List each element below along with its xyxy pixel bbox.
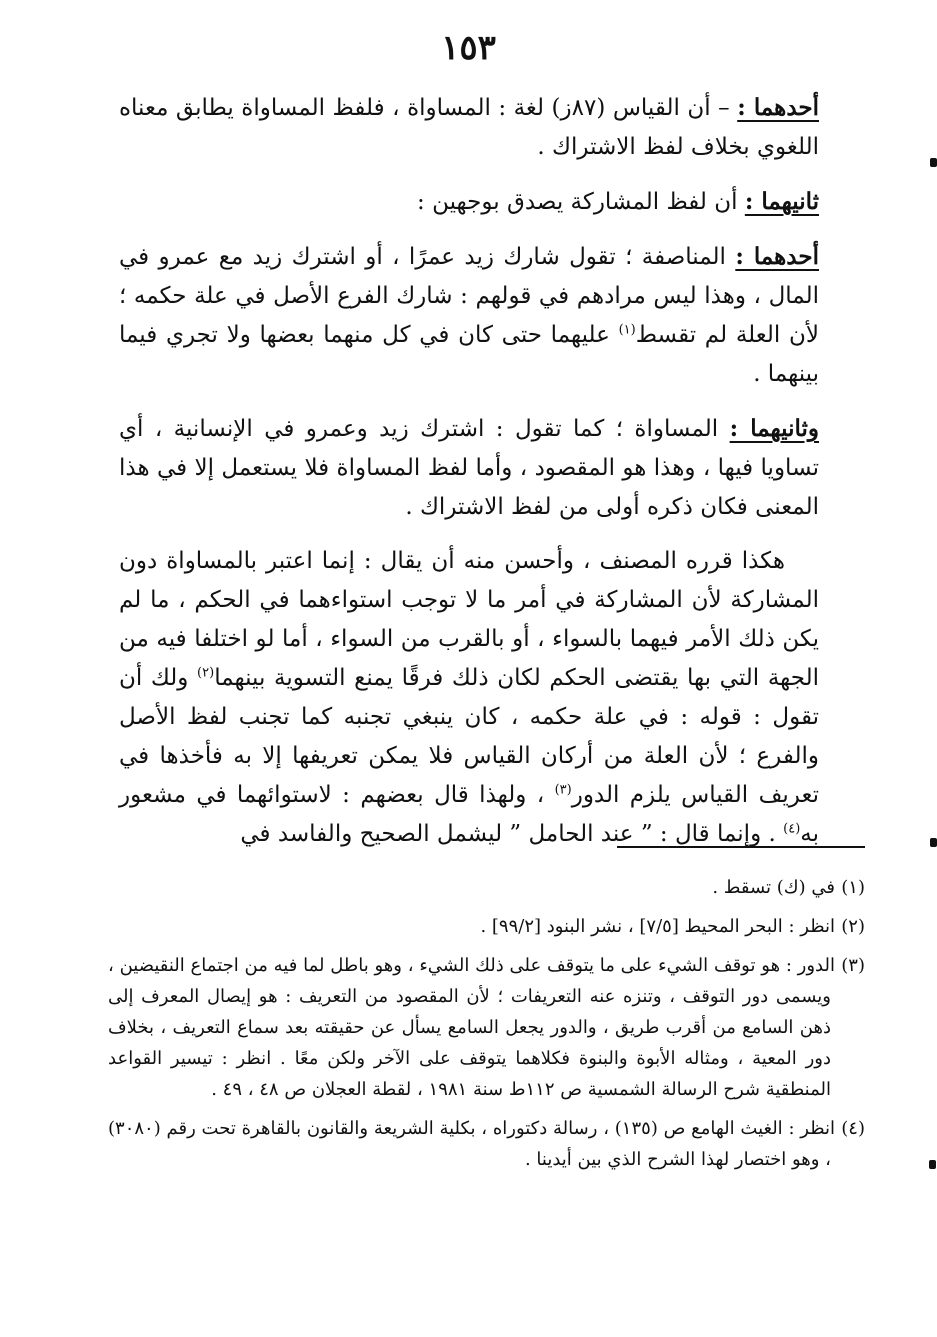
footnote-number: (١)	[841, 877, 865, 898]
footnote-ref[interactable]: (٢)	[197, 665, 215, 681]
footnotes	[108, 872, 865, 1183]
paragraph-text: المساواة ؛ كما تقول : اشترك زيد وعمرو في الإنسانية ، أي تساويا فيها ، وهذا هو المقصود ، وأما لفظ المساواة فلا يستعمل إلا في هذا المعنى فكان ذكره أولى من لفظ الاشتراك .	[119, 416, 819, 520]
footnote-item	[108, 872, 865, 903]
paragraph-text: . وإنما قال : ” عند الحامل ” ليشمل الصحيح والفاسد في	[240, 821, 784, 847]
footnote-number: (٢)	[841, 916, 865, 937]
paragraph-term: أحدهما :	[735, 243, 819, 270]
footnote-text: في (ك) تسقط .	[712, 877, 835, 898]
paragraph-text: هكذا قرره المصنف ، وأحسن منه أن يقال : إنما اعتبر بالمساواة دون المشاركة لأن المشاركة في أمر ما لا توجب استواءهما في الحكم ، ما لم يكن ذلك الأمر فيهما بالسواء ، أو بالقرب من السواء ، أما لو اختلفا فيه من الجهة التي بها يقتضى الحكم لكان ذلك فرقًا يمنع التسوية بينهما	[119, 548, 819, 691]
footnote-ref[interactable]: (١)	[618, 322, 636, 338]
paragraph-text: أن لفظ المشاركة يصدق بوجهين :	[417, 189, 745, 215]
footnote-divider	[617, 846, 865, 848]
scan-mark	[929, 1160, 936, 1169]
footnote-text: انظر : البحر المحيط [٧/٥] ، نشر البنود [٩٩/٢] .	[480, 916, 835, 937]
paragraph-text: – أن القياس (٨٧ز) لغة : المساواة ، فلفظ المساواة يطابق معناه اللغوي بخلاف لفظ الاشتراك .	[119, 95, 819, 160]
footnote-text: الدور : هو توقف الشيء على ما يتوقف على ذلك الشيء ، وهو باطل لما فيه من اجتماع النقيضين ، ويسمى دور التوقف ، وتنزه عنه التعريفات ؛ لأن المقصود من التعريف : هو إيصال المعرف إلى ذهن السامع من أقرب طريق ، والدور يجعل السامع يسأل عن حقيقته بعد سماع التعريف ، بخلاف دور المعية ، ومثاله الأبوة والبنوة فكلاهما يتوقف على الآخر ولكن معًا . انظر : تيسير القواعد المنطقية شرح الرسالة الشمسية ص ١١٢ط سنة ١٩٨١ ، لقطة العجلان ص ٤٨ ، ٤٩ .	[108, 955, 835, 1100]
footnote-item	[108, 1113, 865, 1175]
footnote-ref[interactable]: (٤)	[783, 821, 801, 837]
paragraph-text: المناصفة ؛ تقول شارك زيد عمرًا ، أو اشترك زيد مع عمرو في المال ، وهذا ليس مرادهم في قولهم : شارك الفرع الأصل في علة حكمه ؛ لأن العلة لم تقسط	[119, 244, 819, 348]
scan-mark	[930, 838, 937, 847]
footnote-number: (٣)	[841, 955, 865, 976]
page-number: ١٥٣	[441, 28, 496, 68]
footnote-ref[interactable]: (٣)	[554, 782, 572, 798]
main-text	[119, 88, 819, 869]
paragraph-second-meaning	[119, 182, 819, 222]
paragraph-text: ، ولهذا قال بعضهم : لاستوائهما في مشعور به	[119, 782, 819, 847]
paragraph-equality	[119, 409, 819, 527]
paragraph-term: وثانيهما :	[729, 415, 819, 442]
footnote-number: (٤)	[841, 1118, 865, 1139]
paragraph-text: عليهما حتى كان في كل منهما بعضها ولا تجري فيما بينهما .	[119, 322, 819, 387]
paragraph-first-meaning	[119, 88, 819, 167]
paragraph-term: ثانيهما :	[744, 188, 819, 215]
footnote-text: انظر : الغيث الهامع ص (١٣٥) ، رسالة دكتوراه ، بكلية الشريعة والقانون بالقاهرة تحت رقم (٣٠٨٠) ، وهو اختصار لهذا الشرح الذي بين أيدينا .	[108, 1118, 835, 1170]
paragraph-commentary	[119, 542, 819, 854]
footnote-item	[108, 950, 865, 1105]
paragraph-term: أحدهما :	[737, 94, 819, 121]
scan-mark	[930, 158, 937, 167]
paragraph-halving	[119, 237, 819, 394]
footnote-item	[108, 911, 865, 942]
paragraph-text: ولك أن تقول : قوله : في علة حكمه ، كان ينبغي تجنبه كما تجنب لفظ الأصل والفرع ؛ لأن العلة من أركان القياس فلا يمكن تعريفها إلا به فأخذها في تعريف القياس يلزم الدور	[119, 665, 819, 808]
